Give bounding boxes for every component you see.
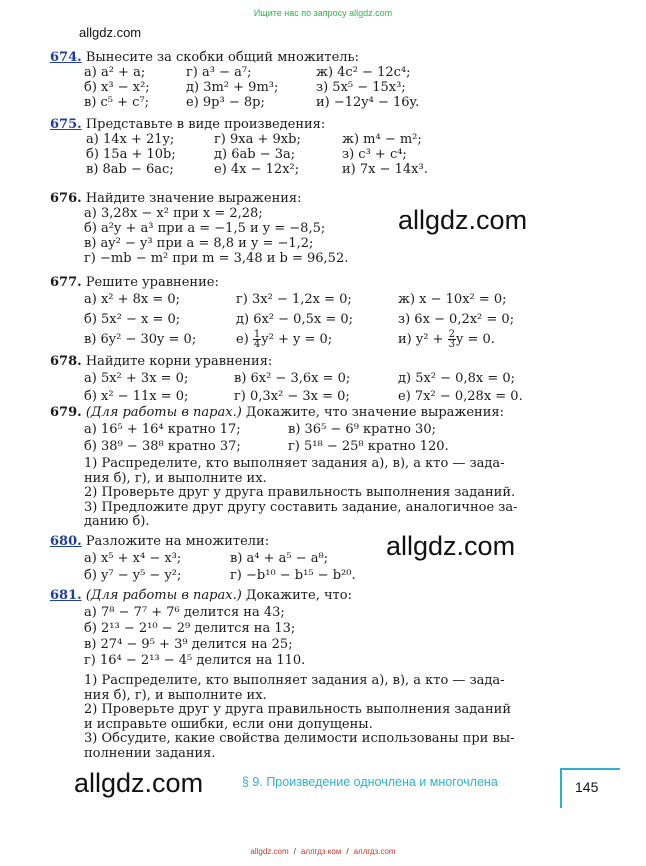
item: д) 3m² + 9m³; — [186, 80, 279, 95]
item: г) 0,3x² − 3x = 0; — [234, 389, 350, 404]
task-line: 1) Распределите, кто выполняет задания а), в), а кто — зада- — [84, 456, 505, 471]
item-suffix: y² + y = 0; — [261, 332, 333, 347]
watermark-large: allgdz.com — [74, 768, 204, 798]
problem-681 — [50, 588, 515, 761]
row — [50, 95, 420, 110]
row — [50, 621, 515, 636]
item: г) 5¹⁸ − 25⁸ кратно 120. — [288, 439, 449, 454]
item: д) 5x² − 0,8x = 0; — [398, 371, 515, 386]
row — [50, 422, 518, 437]
item: г) 16⁴ − 2¹³ − 4⁵ делится на 110. — [84, 653, 306, 668]
row — [50, 439, 518, 454]
item — [236, 330, 332, 349]
row — [50, 551, 329, 566]
item: з) 6x − 0,2x² = 0; — [398, 312, 515, 327]
item: б) 5x² − x = 0; — [84, 312, 181, 327]
item: в) a⁴ + a⁵ − a⁸; — [230, 551, 329, 566]
item: е) 7x² − 0,28x = 0. — [398, 389, 523, 404]
problem-title: Докажите, что: — [241, 588, 352, 603]
problem-header — [50, 50, 359, 65]
problem-header — [50, 354, 272, 369]
row — [50, 221, 326, 236]
row — [50, 312, 515, 327]
item: а) 7⁸ − 7⁷ + 7⁶ делится на 43; — [84, 605, 285, 620]
watermark-large: allgdz.com — [386, 531, 516, 561]
item: д) 6x² − 0,5x = 0; — [236, 312, 353, 327]
row — [50, 80, 406, 95]
problem-title: Докажите, что значение выражения: — [241, 405, 504, 420]
item: б) 38⁹ − 38⁸ кратно 37; — [84, 439, 241, 454]
task-line: ния б), г), и выполните их. — [84, 687, 267, 703]
row — [50, 236, 314, 251]
item: и) −12y⁴ − 16y. — [316, 95, 420, 110]
task-line: 3) Обсудите, какие свойства делимости использованы при вы- — [84, 731, 515, 746]
row — [50, 162, 428, 177]
item: б) 2¹³ − 2¹⁰ − 2⁹ делится на 13; — [84, 621, 296, 636]
item: а) 16⁵ + 16⁴ кратно 17; — [84, 422, 241, 437]
item: в) 8ab − 6ac; — [86, 162, 174, 177]
problem-675 — [50, 117, 428, 177]
problem-title: Представьте в виде произведения: — [85, 117, 326, 132]
task-line: 3) Предложите друг другу составить задание, аналогичное за- — [84, 499, 518, 515]
fraction-denominator: 3 — [448, 339, 455, 350]
item-prefix: и) y² + — [398, 332, 448, 347]
item: з) c³ + c⁴; — [342, 147, 407, 162]
problem-677 — [50, 275, 515, 350]
problem-note: (Для работы в парах.) — [85, 405, 242, 420]
item: а) x⁵ + x⁴ − x³; — [84, 551, 182, 566]
task-line: полнении задания. — [84, 745, 216, 761]
problem-number: 681. — [50, 588, 82, 603]
row — [50, 329, 495, 350]
watermark-large: allgdz.com — [398, 205, 528, 235]
fraction-numerator: 1 — [253, 329, 261, 340]
item: г) 9xa + 9xb; — [214, 132, 301, 147]
problem-header — [50, 275, 219, 290]
row — [50, 206, 302, 221]
task-line: и исправьте ошибки, если они допущены. — [84, 716, 373, 732]
item: д) 6ab − 3a; — [214, 147, 296, 162]
item: а) x² + 8x = 0; — [84, 292, 181, 307]
task-list — [50, 674, 515, 761]
problem-676 — [50, 191, 349, 266]
top-banner[interactable]: Ищите нас по запросу allgdz.com — [253, 8, 393, 18]
problem-number: 680. — [50, 534, 82, 549]
item: в) ay² − y³ при a = 8,8 и y = −1,2; — [84, 236, 314, 251]
separator: / — [346, 847, 349, 856]
row — [50, 132, 422, 147]
problem-679 — [50, 405, 518, 530]
row — [50, 147, 407, 162]
problem-title: Найдите значение выражения: — [85, 191, 302, 206]
problem-number: 679. — [50, 405, 82, 420]
problem-header — [50, 117, 325, 132]
bottom-link[interactable]: аллгдз ком — [300, 847, 342, 856]
bottom-link[interactable]: аллгдз.com — [353, 847, 396, 856]
item: б) y⁷ − y⁵ − y²; — [84, 568, 182, 583]
item: г) 3x² − 1,2x = 0; — [236, 292, 352, 307]
problem-number: 676. — [50, 191, 82, 206]
problem-674 — [50, 50, 420, 110]
row — [50, 65, 411, 80]
item: ж) x − 10x² = 0; — [398, 292, 507, 307]
problem-number: 678. — [50, 354, 82, 369]
item — [398, 330, 495, 349]
item: в) 36⁵ − 6⁹ кратно 30; — [288, 422, 436, 437]
problem-header — [50, 191, 302, 206]
item: г) a³ − a⁷; — [186, 65, 252, 80]
item: б) 15a + 10b; — [86, 147, 176, 162]
problem-title: Вынесите за скобки общий множитель: — [85, 50, 360, 65]
item: е) 9p³ − 8p; — [186, 95, 265, 110]
row — [50, 292, 507, 307]
item: а) 14x + 21y; — [86, 132, 175, 147]
row — [50, 251, 349, 266]
page-number: 145 — [575, 779, 599, 795]
problem-title: Найдите корни уравнения: — [85, 354, 273, 369]
row — [50, 371, 515, 386]
section-title: § 9. Произведение одночлена и многочлена — [242, 775, 498, 789]
bottom-links — [0, 847, 646, 856]
item: б) x² − 11x = 0; — [84, 389, 189, 404]
problem-number: 677. — [50, 275, 82, 290]
task-line: 1) Распределите, кто выполняет задания а), в), а кто — зада- — [84, 673, 505, 688]
item: з) 5x⁵ − 15x³; — [316, 80, 406, 95]
item: в) 27⁴ − 9⁵ + 3⁹ делится на 25; — [84, 637, 293, 652]
item: и) 7x − 14x³. — [342, 162, 428, 177]
problem-header — [50, 534, 269, 549]
task-list — [50, 457, 518, 530]
separator: / — [293, 847, 296, 856]
item: г) −mb − m² при m = 3,48 и b = 96,52. — [84, 251, 349, 266]
item: а) a² + a; — [84, 65, 146, 80]
item: ж) m⁴ − m²; — [342, 132, 422, 147]
item: а) 5x² + 3x = 0; — [84, 371, 189, 386]
task-line: данию б). — [84, 514, 150, 529]
item: в) c⁵ + c⁷; — [84, 95, 150, 110]
problem-title: Разложите на множители: — [85, 534, 270, 549]
problem-678 — [50, 354, 523, 404]
problem-680 — [50, 534, 356, 583]
item: б) x³ − x²; — [84, 80, 150, 95]
row — [50, 568, 356, 583]
item: ж) 4c² − 12c⁴; — [316, 65, 411, 80]
bottom-link[interactable]: allgdz.com — [250, 847, 289, 856]
problem-number: 674. — [50, 50, 82, 65]
problem-header — [50, 405, 518, 420]
item: г) −b¹⁰ − b¹⁵ − b²⁰. — [230, 568, 356, 583]
task-line: 2) Проверьте друг у друга правильность выполнения заданий. — [84, 485, 516, 500]
row — [50, 389, 523, 404]
row — [50, 653, 515, 668]
item: а) 3,28x − x² при x = 2,28; — [84, 206, 263, 221]
watermark-small: allgdz.com — [79, 25, 142, 40]
item-prefix: е) — [236, 332, 253, 347]
item: б) a²y + a³ при a = −1,5 и y = −8,5; — [84, 221, 326, 236]
item: в) 6x² − 3,6x = 0; — [234, 371, 351, 386]
fraction — [448, 330, 456, 349]
item: е) 4x − 12x²; — [214, 162, 300, 177]
problem-note: (Для работы в парах.) — [85, 588, 242, 603]
problem-number: 675. — [50, 117, 82, 132]
task-line: 2) Проверьте друг у друга правильность выполнения заданий — [84, 702, 512, 717]
task-line: ния б), г), и выполните их. — [84, 470, 267, 486]
item: в) 6y² − 30y = 0; — [84, 332, 197, 347]
row — [50, 605, 515, 620]
row — [50, 637, 515, 652]
problem-header — [50, 588, 515, 603]
problem-title: Решите уравнение: — [85, 275, 219, 290]
fraction-denominator: 4 — [253, 339, 261, 350]
item-suffix: y = 0. — [455, 332, 495, 347]
fraction-numerator: 2 — [448, 329, 455, 340]
